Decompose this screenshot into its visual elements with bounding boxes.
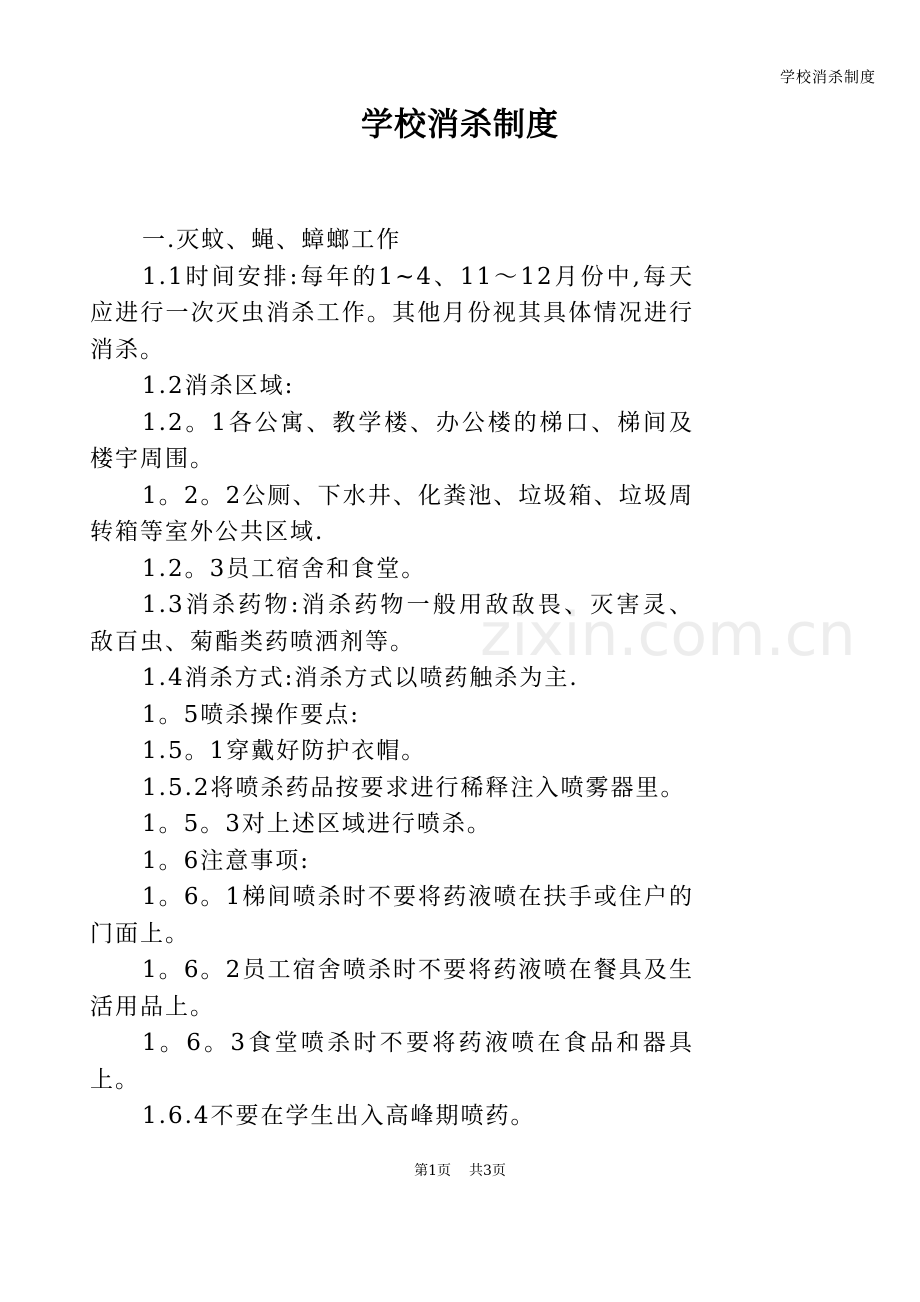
paragraph: 1。5。3对上述区域进行喷杀。 bbox=[142, 811, 492, 837]
document-title: 学校消杀制度 bbox=[360, 105, 559, 143]
paragraph: 1.2。3员工宿舍和食堂。 bbox=[142, 555, 427, 582]
document-body bbox=[90, 222, 694, 1135]
page-footer bbox=[0, 1162, 920, 1180]
paragraph: 1。5喷杀操作要点: bbox=[142, 701, 361, 728]
paragraph: 1.4消杀方式:消杀方式以喷药触杀为主. bbox=[142, 665, 579, 691]
paragraph: 1。6。3食堂喷杀时不要将药液喷在食品和器具上。 bbox=[90, 1030, 694, 1093]
paragraph: 1.2。1各公寓、教学楼、办公楼的梯口、梯间及楼宇周围。 bbox=[90, 409, 694, 472]
page-total: 共3页 bbox=[469, 1163, 506, 1179]
paragraph: 1。2。2公厕、下水井、化粪池、垃圾箱、垃圾周转箱等室外公共区域. bbox=[90, 482, 694, 545]
paragraph: 1。6注意事项: bbox=[142, 847, 311, 874]
paragraph: 1.1时间安排:每年的1~4、11～12月份中,每天应进行一次灭虫消杀工作。其他月份视其具体情况进行消杀。 bbox=[90, 263, 694, 363]
section-heading: 一.灭蚊、蝇、蟑螂工作 bbox=[142, 227, 402, 253]
paragraph: 1.3消杀药物:消杀药物一般用敌敌畏、灭害灵、敌百虫、菊酯类药喷洒剂等。 bbox=[90, 592, 694, 655]
paragraph: 1。6。1梯间喷杀时不要将药液喷在扶手或住户的门面上。 bbox=[90, 884, 694, 947]
page-number: 第1页 bbox=[414, 1163, 451, 1179]
paragraph: 1.2消杀区域: bbox=[142, 373, 295, 399]
watermark: zixin.com.cn bbox=[480, 600, 856, 670]
paragraph: 1.6.4不要在学生出入高峰期喷药。 bbox=[142, 1103, 536, 1129]
paragraph: 1。6。2员工宿舍喷杀时不要将药液喷在餐具及生活用品上。 bbox=[90, 957, 694, 1020]
running-header: 学校消杀制度 bbox=[779, 68, 876, 86]
paragraph: 1.5。1穿戴好防护衣帽。 bbox=[142, 738, 427, 764]
paragraph: 1.5.2将喷杀药品按要求进行稀释注入喷雾器里。 bbox=[142, 774, 686, 801]
